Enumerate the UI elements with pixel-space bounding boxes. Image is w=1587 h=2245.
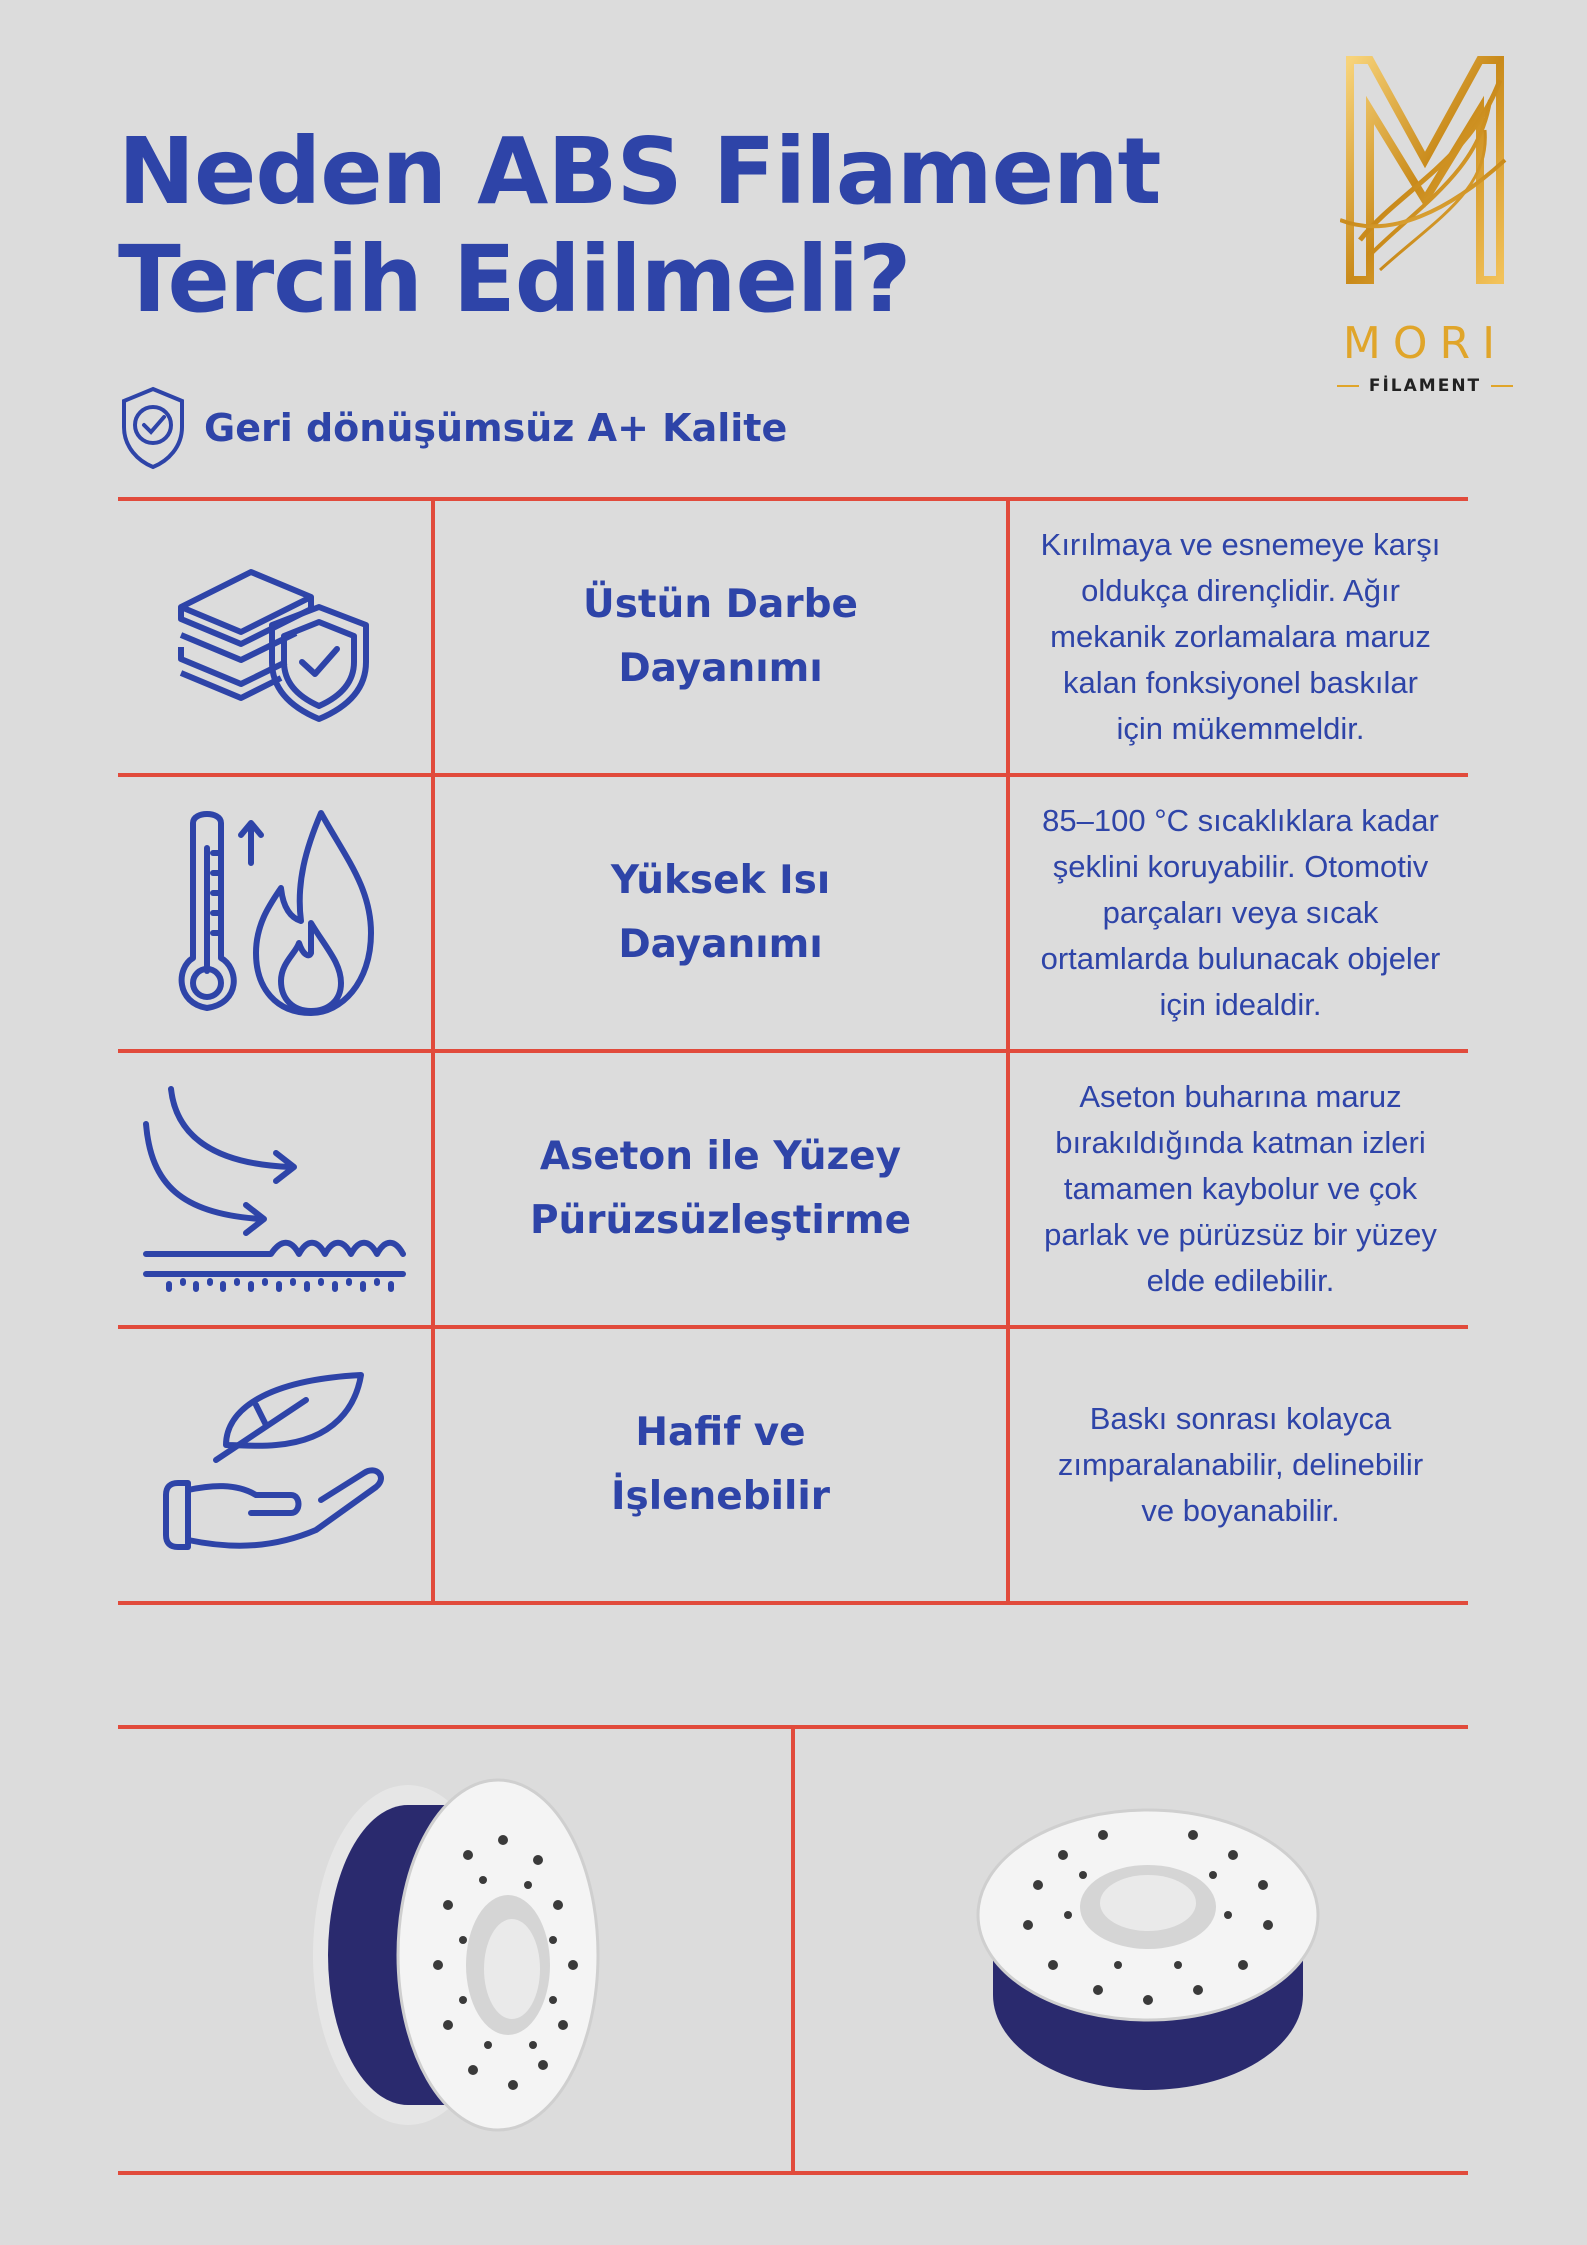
product-images: [118, 1725, 1468, 2175]
feature-row: [118, 775, 1468, 1051]
page-title: [118, 118, 1218, 334]
logo-brand-text: MORI: [1342, 318, 1508, 369]
feature-title: Hafif ve İşlenebilir: [610, 1410, 830, 1519]
quality-badge: [118, 385, 787, 471]
title-line-2: Tercih Edilmeli?: [118, 226, 911, 333]
feature-title: Yüksek Isı Dayanımı: [610, 858, 831, 967]
feature-row: [118, 1051, 1468, 1327]
mori-m-icon: [1340, 40, 1510, 300]
hand-feather-icon: [156, 1365, 396, 1565]
spool-angled-image: [968, 1795, 1328, 2115]
feature-description: Aseton buharına maruz bırakıldığında katman izleri tamamen kaybolur ve çok parlak ve pürüzsüz bir yüzey elde edilebilir.: [1044, 1079, 1437, 1298]
feature-description: 85–100 °C sıcaklıklara kadar şeklini koruyabilir. Otomotiv parçaları veya sıcak ortamlarda bulunacak objeler için idealdir.: [1040, 803, 1441, 1022]
feature-row: [118, 1327, 1468, 1603]
feature-description: Baskı sonrası kolayca zımparalanabilir, delinebilir ve boyanabilir.: [1057, 1401, 1424, 1528]
feature-description: Kırılmaya ve esnemeye karşı oldukça dirençlidir. Ağır mekanik zorlamalara maruz kalan fonksiyonel baskılar için mükemmeldir.: [1040, 527, 1441, 746]
product-divider: [791, 1725, 795, 2175]
brand-logo: [1320, 40, 1530, 396]
feature-title: Aseton ile Yüzey Pürüzsüzleştirme: [529, 1134, 912, 1243]
logo-sub-text: FİLAMENT: [1320, 376, 1530, 396]
feature-row: [118, 499, 1468, 775]
shield-check-icon: [118, 385, 188, 471]
smoothing-arrows-icon: [141, 1079, 411, 1299]
spool-side-image: [278, 1765, 618, 2145]
layers-shield-icon: [171, 547, 381, 727]
title-line-1: Neden ABS Filament: [118, 118, 1161, 225]
features-table: [118, 497, 1468, 1605]
thermometer-flame-icon: [171, 803, 381, 1023]
feature-title: Üstün Darbe Dayanımı: [583, 582, 858, 691]
quality-badge-text: Geri dönüşümsüz A+ Kalite: [204, 406, 788, 450]
